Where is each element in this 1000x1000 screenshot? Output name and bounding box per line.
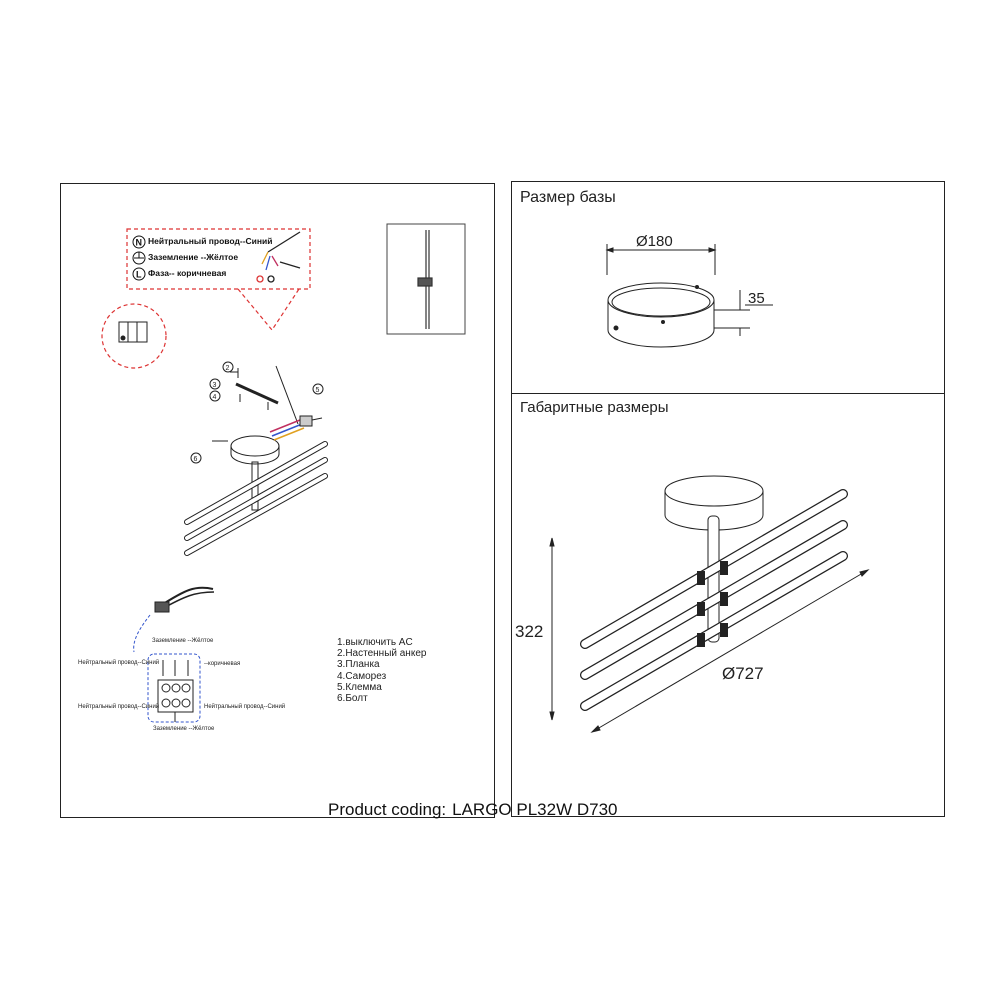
callout-6: 6 xyxy=(193,456,198,463)
legend-ground: Заземление --Жёлтое xyxy=(148,252,239,262)
label-phase-right: --коричневая xyxy=(204,661,241,667)
product-coding-label: Product coding: xyxy=(328,800,447,819)
label-neutral-left: Нейтральный провод--Синий xyxy=(78,660,160,666)
parts-list xyxy=(337,637,426,704)
legend-phase: Фаза-- коричневая xyxy=(148,268,227,278)
terminal-block-icon xyxy=(119,322,147,342)
phase-symbol-letter: L xyxy=(136,269,142,280)
terminal-wiring-drawing xyxy=(134,588,214,722)
parts-list-item: 6.Болт xyxy=(337,693,368,705)
parts-list-item: 3.Планка xyxy=(337,659,380,671)
side-view-drawing xyxy=(418,230,432,329)
label-neutral-bottom-left: Нейтральный провод--Синий xyxy=(78,704,160,710)
overall-drawing xyxy=(550,476,868,732)
label-ground-bottom: Заземление --Жёлтое xyxy=(153,726,215,732)
label-neutral-bottom-right: Нейтральный провод--Синий xyxy=(204,704,286,710)
parts-list-item: 4.Саморез xyxy=(337,670,387,682)
callout-4: 4 xyxy=(212,394,217,401)
label-ground-top: Заземление --Жёлтое xyxy=(152,638,214,644)
base-size-title: Размер базы xyxy=(520,189,616,206)
callout-2: 2 xyxy=(225,365,230,372)
parts-list-item: 1.выключить AC xyxy=(337,637,413,648)
overall-size-title: Габаритные размеры xyxy=(520,399,669,416)
neutral-symbol-letter: N xyxy=(135,237,142,248)
parts-list-item: 5.Клемма xyxy=(337,681,382,693)
callout-3: 3 xyxy=(212,382,217,389)
product-coding-value: LARGO PL32W D730 xyxy=(452,800,618,819)
callout-5: 5 xyxy=(315,387,320,394)
callout-markers xyxy=(191,362,323,463)
legend-pointer xyxy=(238,289,299,330)
overall-length-label: Ø727 xyxy=(722,664,764,683)
parts-list-item: 2.Настенный анкер xyxy=(337,648,427,660)
installation-assembly xyxy=(187,366,325,553)
product-coding xyxy=(328,800,618,820)
overall-height-label: 322 xyxy=(515,622,544,641)
legend-neutral: Нейтральный провод--Синий xyxy=(148,236,273,246)
base-height-label: 35 xyxy=(748,290,765,307)
base-diameter-label: Ø180 xyxy=(636,233,673,250)
